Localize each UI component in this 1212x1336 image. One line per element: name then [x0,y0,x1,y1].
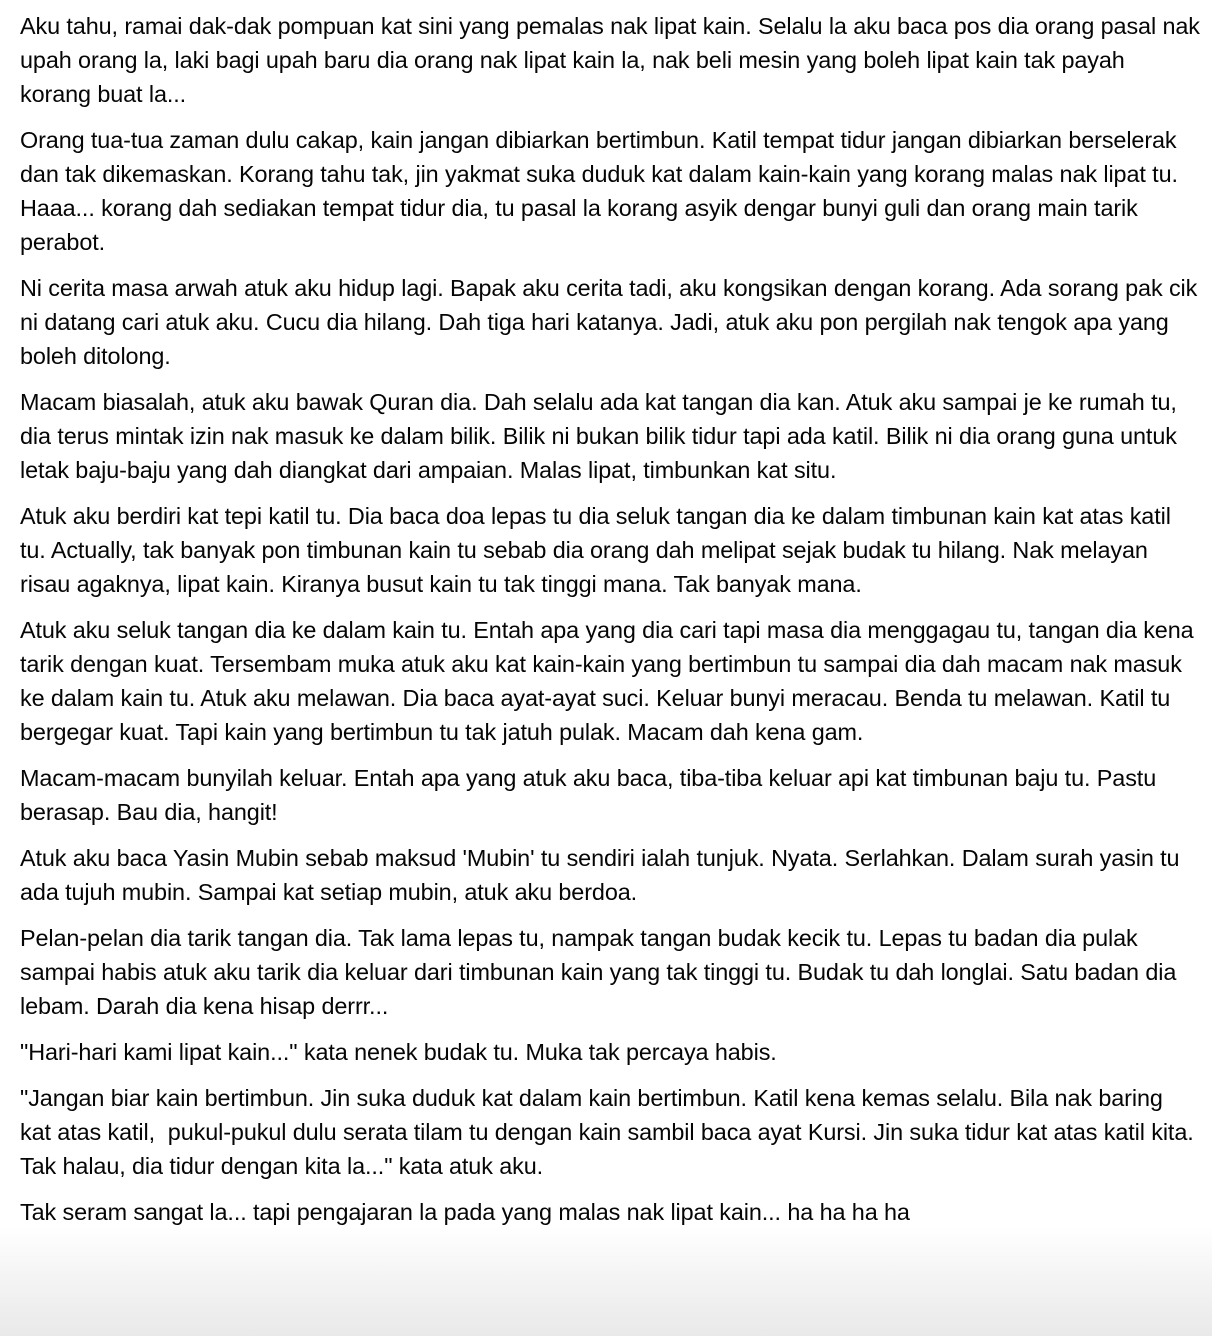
paragraph-12: Tak seram sangat la... tapi pengajaran la pada yang malas nak lipat kain... ha ha ha ha [20,1199,910,1225]
paragraph-3: Ni cerita masa arwah atuk aku hidup lagi. Bapak aku cerita tadi, aku kongsikan dengan korang. Ada sorang pak cik ni datang cari atuk aku. Cucu dia hilang. Dah tiga hari katanya. Jadi, atuk aku pon pergilah nak tengok apa yang boleh ditolong. [20,275,1204,369]
paragraph-10: "Hari-hari kami lipat kain..." kata nenek budak tu. Muka tak percaya habis. [20,1039,777,1065]
paragraph-4: Macam biasalah, atuk aku bawak Quran dia. Dah selalu ada kat tangan dia kan. Atuk aku sampai je ke rumah tu, dia terus mintak izin nak masuk ke dalam bilik. Bilik ni bukan bilik tidur tapi ada katil. Bilik ni dia orang guna untuk letak baju-baju yang dah diangkat dari ampaian. Malas lipat, timbunkan kat situ. [20,389,1184,483]
paragraph-1: Aku tahu, ramai dak-dak pompuan kat sini yang pemalas nak lipat kain. Selalu la aku baca pos dia orang pasal nak upah orang la, laki bagi upah baru dia orang nak lipat kain la, nak beli mesin yang boleh lipat kain tak payah korang buat la... [20,13,1207,107]
paragraph-9: Pelan-pelan dia tarik tangan dia. Tak lama lepas tu, nampak tangan budak kecik tu. Lepas tu badan dia pulak sampai habis atuk aku tarik dia keluar dari timbunan kain yang tak tinggi tu. Budak tu dah longlai. Satu badan dia lebam. Darah dia kena hisap derrr... [20,925,1183,1019]
paragraph-8: Atuk aku baca Yasin Mubin sebab maksud 'Mubin' tu sendiri ialah tunjuk. Nyata. Serlahkan. Dalam surah yasin tu ada tujuh mubin. Sampai kat setiap mubin, atuk aku berdoa. [20,845,1186,905]
paragraph-7: Macam-macam bunyilah keluar. Entah apa yang atuk aku baca, tiba-tiba keluar api kat timbunan baju tu. Pastu berasap. Bau dia, hangit! [20,765,1163,825]
paragraph-2: Orang tua-tua zaman dulu cakap, kain jangan dibiarkan bertimbun. Katil tempat tidur jangan dibiarkan berselerak dan tak dikemaskan. Korang tahu tak, jin yakmat suka duduk kat dalam kain-kain yang korang malas nak lipat tu. Haaa... korang dah sediakan tempat tidur dia, tu pasal la korang asyik dengar bunyi guli dan orang main tarik perabot. [20,127,1185,255]
paragraph-5: Atuk aku berdiri kat tepi katil tu. Dia baca doa lepas tu dia seluk tangan dia ke dalam timbunan kain kat atas katil tu. Actually, tak banyak pon timbunan kain tu sebab dia orang dah melipat sejak budak tu hilang. Nak melayan risau agaknya, lipat kain. Kiranya busut kain tu tak tinggi mana. Tak banyak mana. [20,503,1178,597]
see-more-fade-overlay [0,1226,1212,1336]
paragraph-11: "Jangan biar kain bertimbun. Jin suka duduk kat dalam kain bertimbun. Katil kena kemas selalu. Bila nak baring kat atas katil, pukul-pukul dulu serata tilam tu dengan kain sambil baca ayat Kursi. Jin suka tidur kat atas katil kita. Tak halau, dia tidur dengan kita la..." kata atuk aku. [20,1085,1200,1179]
paragraph-6: Atuk aku seluk tangan dia ke dalam kain tu. Entah apa yang dia cari tapi masa dia menggagau tu, tangan dia kena tarik dengan kuat. Tersembam muka atuk aku kat kain-kain yang bertimbun tu sampai dia dah macam nak masuk ke dalam kain tu. Atuk aku melawan. Dia baca ayat-ayat suci. Keluar bunyi meracau. Benda tu melawan. Katil tu bergegar kuat. Tapi kain yang bertimbun tu tak jatuh pulak. Macam dah kena gam. [20,617,1200,745]
post-body [20,9,1207,1241]
